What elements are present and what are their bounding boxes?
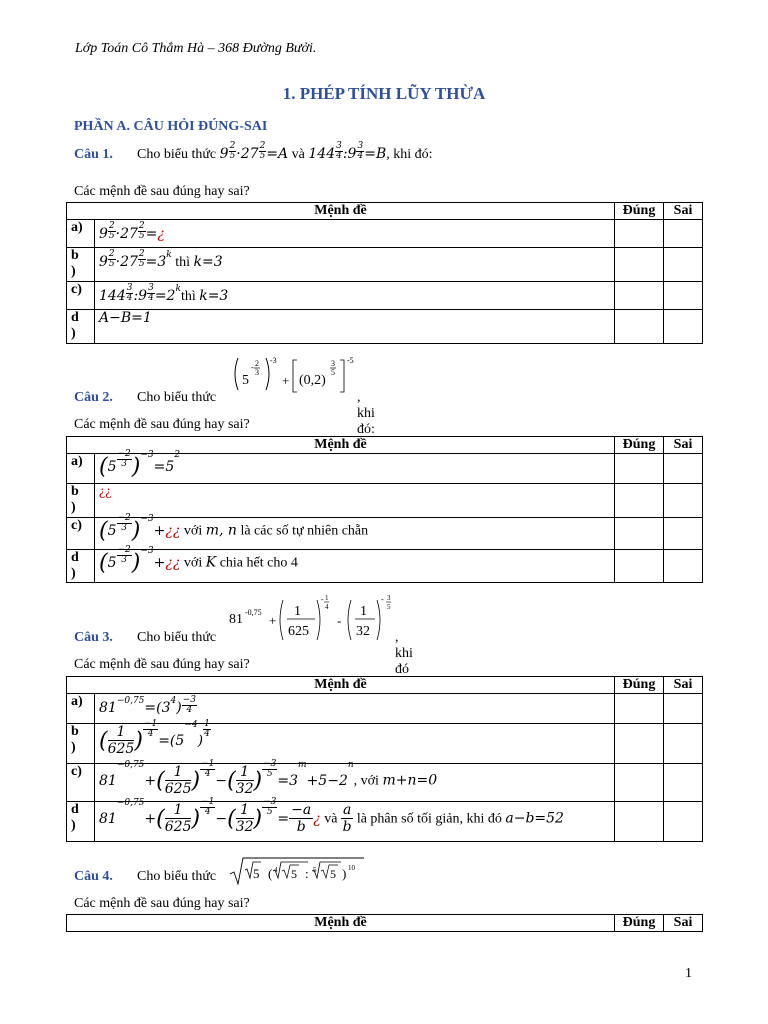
- table-row: [67, 282, 703, 310]
- row-label: c): [67, 518, 95, 550]
- question-4-label: Câu 4.: [74, 869, 113, 884]
- true-cell[interactable]: [615, 310, 664, 344]
- false-cell[interactable]: [664, 484, 703, 518]
- question-4-table: [66, 914, 703, 932]
- table-row: [67, 220, 703, 248]
- table-row: [67, 694, 703, 724]
- true-cell[interactable]: [615, 484, 664, 518]
- false-cell[interactable]: [664, 764, 703, 802]
- false-cell[interactable]: [664, 550, 703, 583]
- header-true: Đúng: [615, 677, 664, 694]
- false-cell[interactable]: [664, 220, 703, 248]
- question-3-expression: [229, 594, 399, 651]
- svg-text:5: 5: [253, 866, 260, 881]
- table-row: [67, 764, 703, 802]
- svg-text:-3: -3: [270, 356, 277, 365]
- svg-text:3: 3: [387, 594, 391, 602]
- header-true: Đúng: [615, 915, 664, 932]
- svg-text:5: 5: [291, 867, 297, 881]
- question-3-table: [66, 676, 703, 842]
- svg-text:5: 5: [313, 866, 317, 874]
- false-cell[interactable]: [664, 454, 703, 484]
- false-cell[interactable]: [664, 802, 703, 842]
- header-statement: Mệnh đề: [67, 677, 615, 694]
- question-4-prompt: Các mệnh đề sau đúng hay sai?: [74, 896, 250, 911]
- svg-text:1: 1: [360, 604, 367, 619]
- question-1-tail: , khi đó:: [386, 147, 433, 162]
- svg-text:4: 4: [274, 866, 278, 874]
- question-1-line: [74, 141, 433, 165]
- svg-text:-: -: [381, 595, 384, 604]
- row-label: d ): [67, 550, 95, 583]
- svg-text:2: 2: [255, 359, 259, 368]
- row-statement: $81^{-0,75}=(3^4)$ $^{\frac{-3}{4}}$: [95, 694, 615, 724]
- table-row: [67, 724, 703, 764]
- table-row: [67, 550, 703, 583]
- row-label: c): [67, 282, 95, 310]
- true-cell[interactable]: [615, 764, 664, 802]
- header-false: Sai: [664, 677, 703, 694]
- question-2-expression: [230, 354, 360, 409]
- true-cell[interactable]: [615, 518, 664, 550]
- true-cell[interactable]: [615, 248, 664, 282]
- question-1-and: và: [291, 147, 305, 162]
- table-row: [67, 454, 703, 484]
- question-1-table: [66, 202, 703, 344]
- svg-text:3: 3: [331, 359, 335, 368]
- header-statement: Mệnh đề: [67, 203, 615, 220]
- true-cell[interactable]: [615, 802, 664, 842]
- row-statement: 9 $^{\frac{2}{5}}$ ·27 $^{\frac{2}{5}}$ $=3^k$ thì k=3: [95, 248, 615, 282]
- question-3-intro: Cho biểu thức: [137, 630, 217, 645]
- table-row: [67, 802, 703, 842]
- question-3-prompt: Các mệnh đề sau đúng hay sai?: [74, 657, 250, 672]
- row-label: a): [67, 220, 95, 248]
- svg-text:4: 4: [325, 603, 329, 611]
- table-row: [67, 248, 703, 282]
- svg-text:+: +: [269, 613, 277, 628]
- question-2-table: [66, 436, 703, 583]
- false-cell[interactable]: [664, 282, 703, 310]
- svg-text:-: -: [337, 613, 342, 628]
- svg-text:(: (: [268, 866, 273, 881]
- table-row: [67, 310, 703, 344]
- row-label: d ): [67, 802, 95, 842]
- false-cell[interactable]: [664, 248, 703, 282]
- question-2-expression-graphic: [230, 354, 360, 404]
- row-statement: 9 $^{\frac{2}{5}}$ ·27 $^{\frac{2}{5}}$ =¿: [95, 220, 615, 248]
- svg-text::: :: [305, 866, 309, 881]
- svg-text:5: 5: [330, 867, 336, 881]
- row-statement: (5 $^{\frac{-2}{3}}$ )$^{-3}=5^2$: [95, 454, 615, 484]
- header-statement: Mệnh đề: [67, 437, 615, 454]
- header-note: Lớp Toán Cô Thắm Hà – 368 Đường Bưởi.: [75, 41, 317, 56]
- row-statement: ( $\frac{1}{625}$ ) $^{\frac{-1}{4}}$ $=(5^{-4})$ $^{\frac{1}{4}}$: [95, 724, 615, 764]
- table-row: [67, 484, 703, 518]
- question-2-label: Câu 2.: [74, 390, 113, 405]
- svg-text:10: 10: [348, 864, 355, 872]
- row-label: a): [67, 694, 95, 724]
- true-cell[interactable]: [615, 282, 664, 310]
- row-statement: $81^{-0,75}+$( $\frac{1}{625}$ ) $^{\frac{-1}{4}}$ −( $\frac{1}{32}$ ) $^{\frac{-3}{5}}$ $=3^m+5-2^n$, với m+n=0: [95, 764, 615, 802]
- svg-text:5: 5: [242, 373, 249, 388]
- row-statement: A−B=1: [95, 310, 615, 344]
- true-cell[interactable]: [615, 220, 664, 248]
- header-true: Đúng: [615, 437, 664, 454]
- svg-text:5: 5: [331, 368, 335, 377]
- row-label: a): [67, 454, 95, 484]
- svg-text:-: -: [251, 363, 254, 372]
- svg-text:-5: -5: [347, 356, 354, 365]
- question-3-tail: , khi đó: [395, 630, 413, 677]
- row-label: d ): [67, 310, 95, 344]
- table-header-row: [67, 677, 703, 694]
- question-4-intro: Cho biểu thức: [137, 869, 217, 884]
- row-statement: $81^{-0,75}+$( $\frac{1}{625}$ ) $^{\frac{-1}{4}}$ −( $\frac{1}{32}$ ) $^{\frac{-3}{5}}$ = $\frac{-a}{b}$ ¿ và $\frac{a}{b}$ là phân số tối giản, khi đó a−b=52: [95, 802, 615, 842]
- question-1-prompt: Các mệnh đề sau đúng hay sai?: [74, 184, 250, 199]
- svg-text:-0,75: -0,75: [245, 608, 262, 617]
- false-cell[interactable]: [664, 694, 703, 724]
- header-statement: Mệnh đề: [67, 915, 615, 932]
- svg-text:1: 1: [325, 594, 329, 602]
- svg-text:): ): [342, 866, 347, 881]
- row-statement: 144 $^{\frac{3}{4}}$ :9 $^{\frac{3}{4}}$ $=2^kthì$ k=3: [95, 282, 615, 310]
- question-1-expr-a: 9 $^{\frac{2}{5}}$ ·27 $^{\frac{2}{5}}$ =A: [219, 141, 289, 162]
- question-1-label: Câu 1.: [74, 147, 113, 162]
- svg-text:81: 81: [229, 612, 243, 627]
- table-header-row: [67, 915, 703, 932]
- row-label: b ): [67, 248, 95, 282]
- false-cell[interactable]: [664, 724, 703, 764]
- question-4-expression-graphic: [229, 856, 369, 888]
- question-3-expression-graphic: [229, 594, 399, 646]
- svg-text:32: 32: [356, 624, 370, 639]
- question-4-line: [74, 869, 216, 885]
- row-statement: (5 $^{\frac{-2}{3}}$ )$^{-3}$+¿¿ với K chia hết cho 4: [95, 550, 615, 583]
- question-2-tail: , khi đó:: [357, 390, 375, 437]
- table-row: [67, 518, 703, 550]
- part-title: PHẦN A. CÂU HỎI ĐÚNG-SAI: [74, 119, 268, 134]
- svg-text:625: 625: [288, 624, 309, 639]
- false-cell[interactable]: [664, 518, 703, 550]
- main-title: 1. PHÉP TÍNH LŨY THỪA: [282, 84, 486, 103]
- header-false: Sai: [664, 203, 703, 220]
- svg-text:-: -: [321, 595, 324, 604]
- row-statement: ¿¿: [95, 484, 615, 518]
- header-false: Sai: [664, 437, 703, 454]
- svg-text:+: +: [282, 373, 290, 388]
- row-label: c): [67, 764, 95, 802]
- header-true: Đúng: [615, 203, 664, 220]
- header-false: Sai: [664, 915, 703, 932]
- question-1-expr-b: 144 $^{\frac{3}{4}}$ :9 $^{\frac{3}{4}}$ =B: [308, 141, 387, 162]
- true-cell[interactable]: [615, 724, 664, 764]
- table-header-row: [67, 437, 703, 454]
- question-3-label: Câu 3.: [74, 630, 113, 645]
- row-label: b ): [67, 484, 95, 518]
- false-cell[interactable]: [664, 310, 703, 344]
- svg-text:1: 1: [294, 604, 301, 619]
- true-cell[interactable]: [615, 454, 664, 484]
- page-number: 1: [685, 966, 692, 981]
- svg-text:5: 5: [387, 603, 391, 611]
- table-header-row: [67, 203, 703, 220]
- row-label: b ): [67, 724, 95, 764]
- question-2-intro: Cho biểu thức: [137, 390, 217, 405]
- true-cell[interactable]: [615, 550, 664, 583]
- true-cell[interactable]: [615, 694, 664, 724]
- question-2-prompt: Các mệnh đề sau đúng hay sai?: [74, 417, 250, 432]
- svg-text:(0,2): (0,2): [299, 373, 326, 388]
- question-4-expression: [229, 856, 369, 893]
- question-1-intro: Cho biểu thức: [137, 147, 217, 162]
- row-statement: (5 $^{\frac{-2}{3}}$ )$^{-3}$+¿¿ với m, n là các số tự nhiên chẵn: [95, 518, 615, 550]
- svg-text:3: 3: [255, 368, 259, 377]
